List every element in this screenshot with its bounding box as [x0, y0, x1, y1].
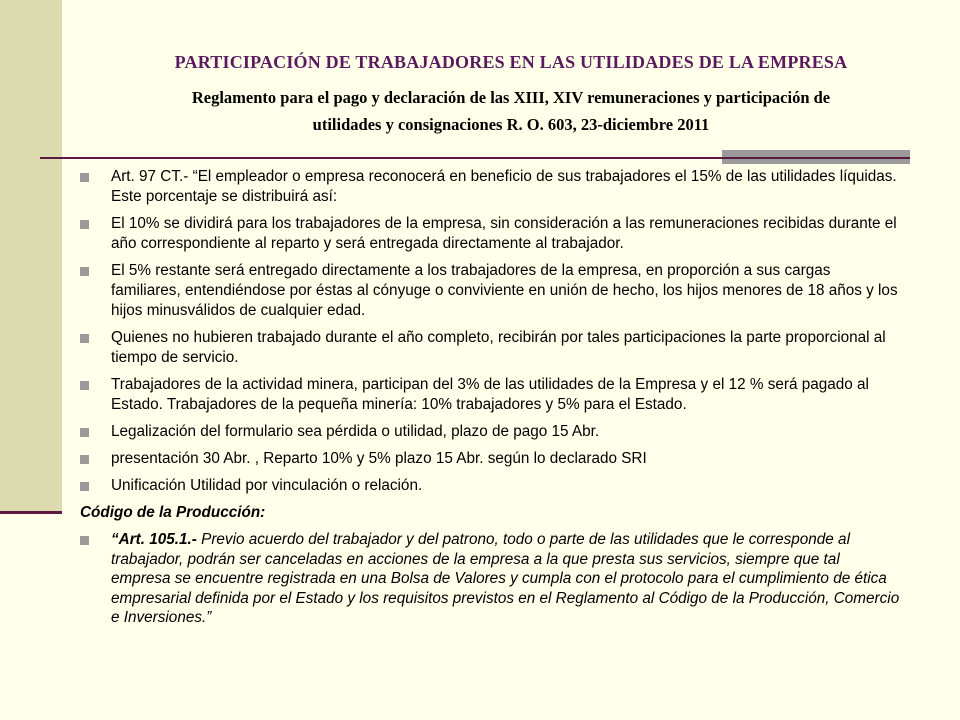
bullet-list: [80, 167, 902, 496]
quote-lead: “Art. 105.1.-: [111, 531, 197, 548]
left-accent-bar: [0, 0, 62, 511]
bullet-square-icon: [80, 428, 89, 437]
list-item: [80, 422, 902, 442]
quote-body: Previo acuerdo del trabajador y del patrono, todo o parte de las utilidades que le corresponde al trabajador, podrán ser canceladas en acciones de la empresa a la que presta sus servicios, siempre que tal empresa se encuentre registrada en una Bolsa de Valores y cumpla con el protocolo para el cumplimiento de ética empresarial definida por el Estado y los requisitos previstos en el Reglamento al Código de la Producción, Comercio e Inversiones.”: [111, 531, 900, 626]
slide-subtitle: [62, 84, 960, 138]
slide-body: [80, 167, 902, 635]
slide-title: PARTICIPACIÓN DE TRABAJADORES EN LAS UTILIDADES DE LA EMPRESA: [174, 52, 848, 72]
list-item-text: Unificación Utilidad por vinculación o relación.: [111, 477, 423, 494]
list-item: [80, 214, 902, 254]
list-item: [80, 261, 902, 321]
title-rule: [40, 157, 910, 159]
section-heading: Código de la Producción:: [80, 504, 266, 521]
list-item: [80, 449, 902, 469]
left-accent-bar-base: [0, 511, 62, 514]
slide-subtitle-line2: utilidades y consignaciones R. O. 603, 23-diciembre 2011: [312, 115, 710, 134]
bullet-square-icon: [80, 482, 89, 491]
bullet-square-icon: [80, 267, 89, 276]
list-item-text: Legalización del formulario sea pérdida o utilidad, plazo de pago 15 Abr.: [111, 423, 600, 440]
bullet-square-icon: [80, 220, 89, 229]
quote-item: [80, 530, 902, 628]
list-item-text: Art. 97 CT.- “El empleador o empresa reconocerá en beneficio de sus trabajadores el 15% de las utilidades líquidas. Este porcentaje se distribuirá así:: [111, 168, 897, 205]
bullet-square-icon: [80, 381, 89, 390]
list-item-text: El 5% restante será entregado directamente a los trabajadores de la empresa, en proporción a sus cargas familiares, entendiéndose por éstas al cónyuge o conviviente en unión de hecho, los hijos menores de 18 años y los hijos minusválidos de cualquier edad.: [111, 262, 898, 319]
list-item-text: El 10% se dividirá para los trabajadores de la empresa, sin consideración a las remuneraciones recibidas durante el año correspondiente al reparto y será entregada directamente al trabajador.: [111, 215, 897, 252]
list-item-text: Quienes no hubieren trabajado durante el año completo, recibirán por tales participaciones la parte proporcional al tiempo de servicio.: [111, 329, 886, 366]
list-item: [80, 476, 902, 496]
list-item-text: Trabajadores de la actividad minera, participan del 3% de las utilidades de la Empresa y el 12 % será pagado al Estado. Trabajadores de la pequeña minería: 10% trabajadores y 5% para el Estado.: [111, 376, 869, 413]
list-item: [80, 167, 902, 207]
quote-list: [80, 530, 902, 628]
bullet-square-icon: [80, 455, 89, 464]
bullet-square-icon: [80, 536, 89, 545]
bullet-square-icon: [80, 173, 89, 182]
list-item: [80, 375, 902, 415]
list-item: [80, 328, 902, 368]
list-item-text: presentación 30 Abr. , Reparto 10% y 5% plazo 15 Abr. según lo declarado SRI: [111, 450, 647, 467]
slide-subtitle-line1: Reglamento para el pago y declaración de las XIII, XIV remuneraciones y participación de: [191, 88, 831, 107]
bullet-square-icon: [80, 334, 89, 343]
